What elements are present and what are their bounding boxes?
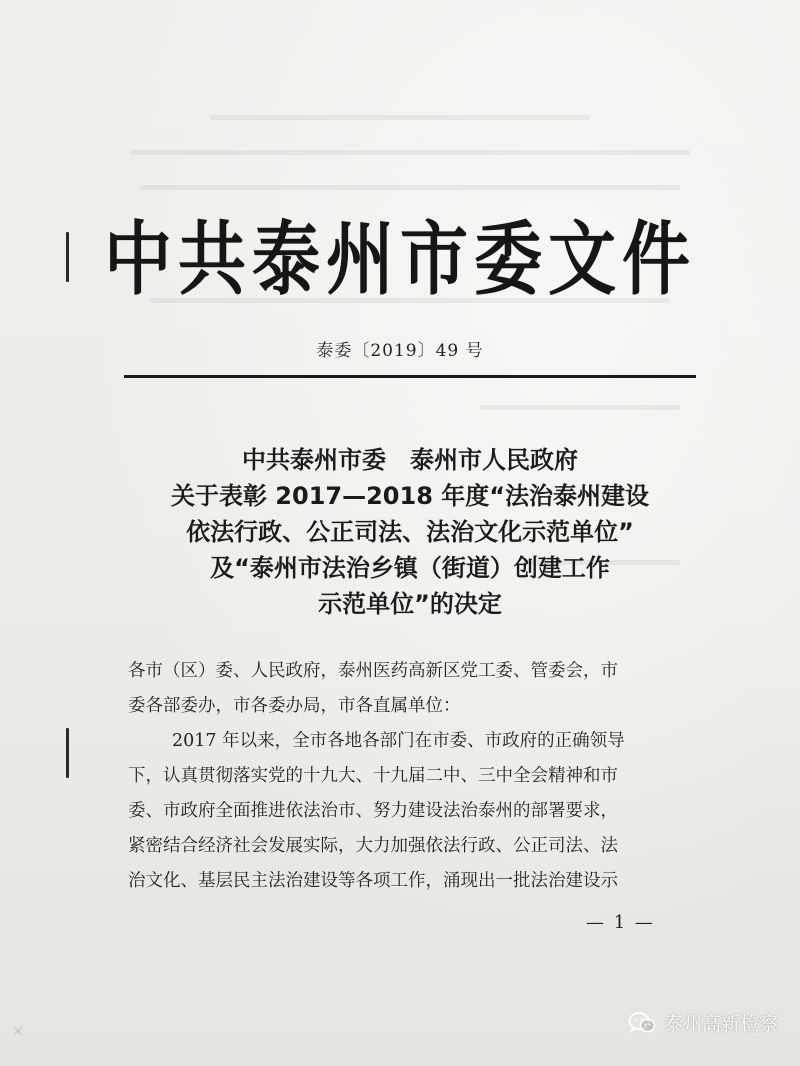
watermark [628, 1009, 778, 1036]
title-line: 依法行政、公正司法、法治文化示范单位” [186, 518, 634, 546]
document-title [120, 442, 700, 622]
page-number: — 1 — [586, 912, 655, 933]
title-line: 示范单位”的决定 [318, 590, 502, 618]
paragraph-line: 治文化、基层民主法治建设等各项工作，涌现出一批法治建设示 [128, 871, 618, 891]
addressee-line: 委各部委办，市各委办局，市各直属单位： [128, 696, 461, 716]
document-body [128, 654, 698, 899]
addressee-line: 各市（区）委、人民政府，泰州医药高新区党工委、管委会，市 [128, 661, 618, 681]
title-line: 关于表彰 2017—2018 年度“法治泰州建设 [170, 482, 650, 510]
document-header-title: 中共泰州市委文件 [103, 213, 696, 307]
paragraph-line: 委、市政府全面推进依法治市、努力建设法治泰州的部署要求， [128, 801, 618, 821]
show-through-line [480, 405, 680, 410]
show-through-line [140, 185, 680, 190]
header-divider [124, 375, 696, 378]
binding-mark-bottom [66, 728, 69, 778]
wechat-icon [628, 1011, 656, 1035]
paragraph-line: 下，认真贯彻落实党的十九大、十九届二中、三中全会精神和市 [128, 766, 618, 786]
document-number: 泰委〔2019〕49 号 [316, 341, 484, 361]
title-line: 及“泰州市法治乡镇（街道）创建工作 [210, 554, 610, 582]
show-through-line [130, 150, 690, 155]
watermark-text: 泰州高新检察 [663, 1013, 778, 1035]
title-line: 中共泰州市委 泰州市人民政府 [242, 446, 578, 474]
show-through-line [210, 115, 590, 120]
corner-smudge: ✕ [12, 1024, 24, 1040]
paragraph-line: 紧密结合经济社会发展实际，大力加强依法行政、公正司法、法 [128, 836, 618, 856]
paragraph-line: 2017 年以来，全市各地各部门在市委、市政府的正确领导 [172, 731, 625, 751]
